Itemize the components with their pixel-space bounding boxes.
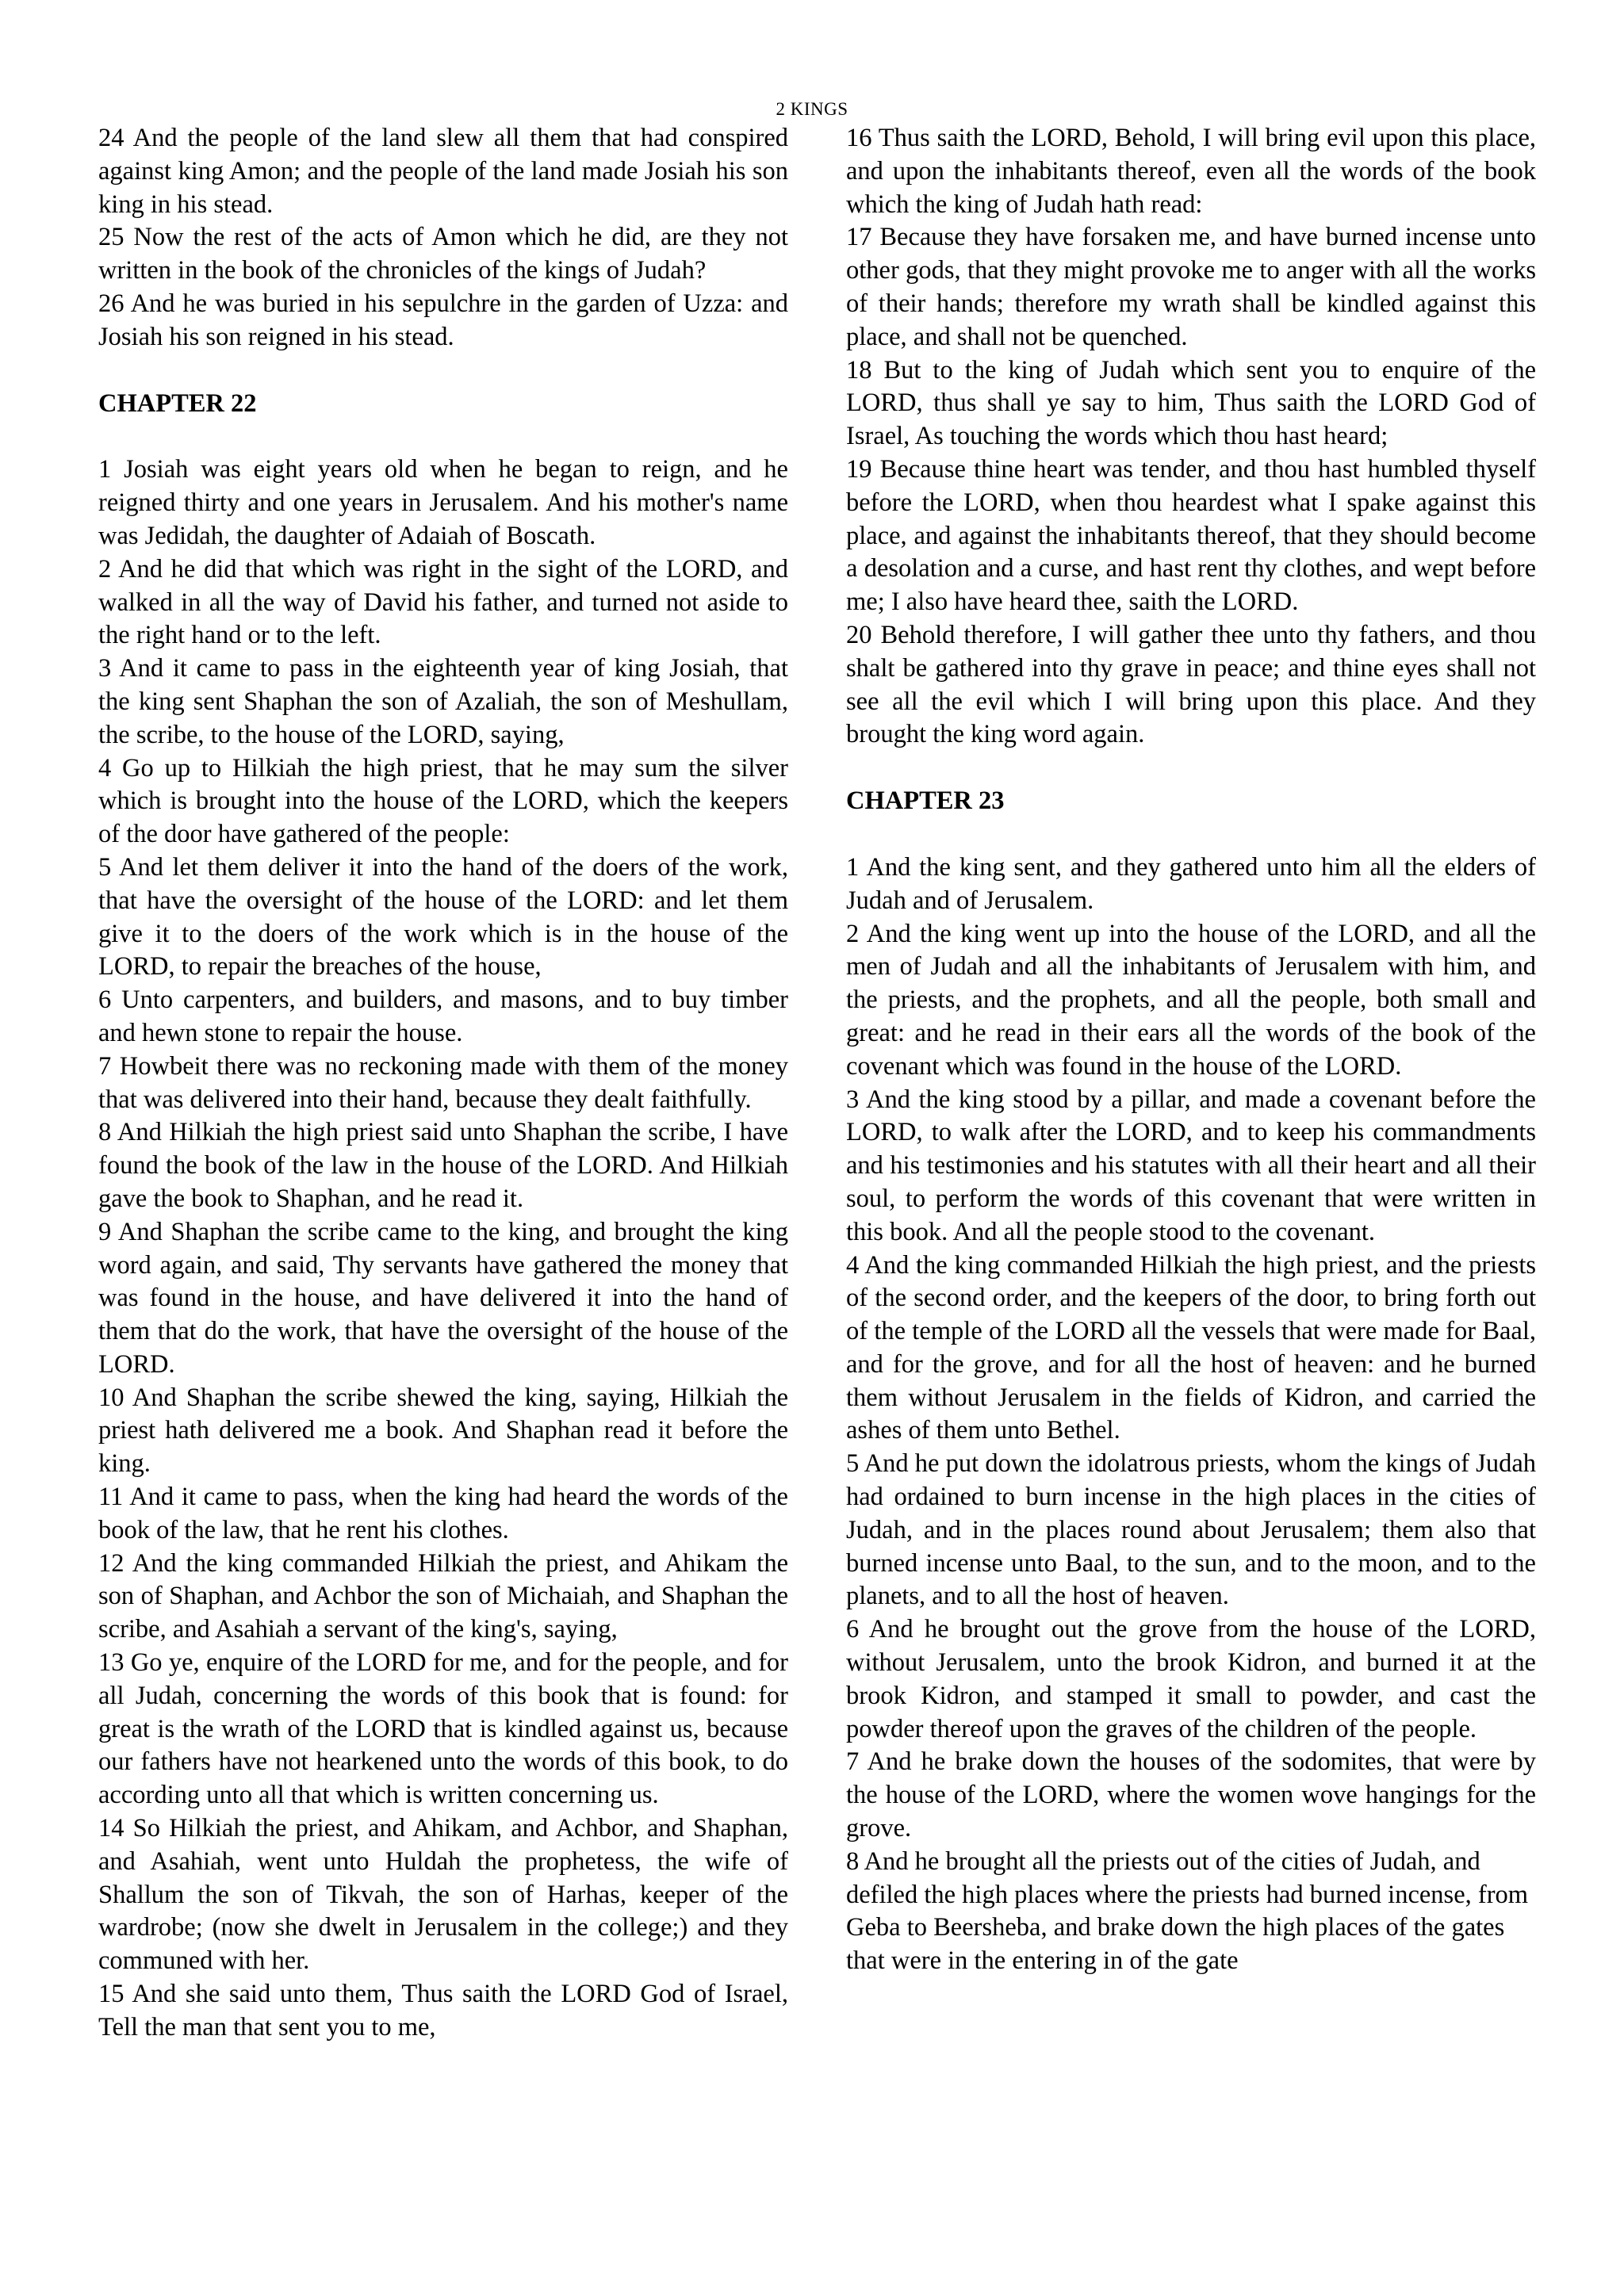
chapter-heading-23: CHAPTER 23 — [846, 786, 1005, 816]
verse-18: 18 But to the king of Judah which sent you to enquire of the LORD, thus shall ye say to him, Thus saith the LORD God of Israel, As touching the words which thou hast heard; — [846, 355, 1536, 451]
chapter-heading-22: CHAPTER 22 — [98, 388, 257, 418]
verse-19: 19 Because thine heart was tender, and thou hast humbled thyself before the LORD, when thou heardest what I spake against this place, and against the inhabitants thereof, that they should become a desolation and a curse, and hast rent thy clothes, and wept before me; I also have heard thee, saith the LORD. — [846, 454, 1536, 617]
verse-2: 2 And the king went up into the house of the LORD, and all the men of Judah and all the inhabitants of Jerusalem with him, and the priests, and the prophets, and all the people, both small and great: and he read in their ears all the words of the book of the covenant which was found in the house of the LORD. — [846, 919, 1536, 1081]
left-verses-before — [98, 122, 788, 354]
verse-16: 16 Thus saith the LORD, Behold, I will bring evil upon this place, and upon the inhabitants thereof, even all the words of the book which the king of Judah hath read: — [846, 124, 1536, 219]
verse-17: 17 Because they have forsaken me, and have burned incense unto other gods, that they might provoke me to anger with all the works of their hands; therefore my wrath shall be kindled against this place, and shall not be quenched. — [846, 223, 1536, 351]
verse-10: 10 And Shaphan the scribe shewed the king, saying, Hilkiah the priest hath delivered me a book. And Shaphan read it before the king. — [98, 1383, 788, 1479]
right-verses-before — [846, 122, 1536, 752]
verse-15: 15 And she said unto them, Thus saith the LORD God of Israel, Tell the man that sent you to me, — [98, 1980, 788, 2042]
verse-2: 2 And he did that which was right in the sight of the LORD, and walked in all the way of David his father, and turned not aside to the right hand or to the left. — [98, 554, 788, 650]
verse-14: 14 So Hilkiah the priest, and Ahikam, and Achbor, and Shaphan, and Asahiah, went unto Huldah the prophetess, the wife of Shallum the son of Tikvah, the son of Harhas, keeper of the wardrobe; (now she dwelt in Jerusalem in the college;) and they communed with her. — [98, 1814, 788, 1976]
verse-8: 8 And he brought all the priests out of the cities of Judah, and defiled the high places where the priests had burned incense, from Geba to Beersheba, and brake down the high places of the gates that were in the entering in of the gate — [846, 1846, 1529, 1976]
right-verses-after — [846, 851, 1536, 1978]
verse-13: 13 Go ye, enquire of the LORD for me, and for the people, and for all Judah, concerning the words of this book that is found: for great is the wrath of the LORD that is kindled against us, because our fathers have not hearkened unto the words of this book, to do according unto all that which is written concerning us. — [98, 1648, 788, 1810]
right-column — [846, 122, 1536, 1978]
verse-4: 4 And the king commanded Hilkiah the high priest, and the priests of the second order, and the keepers of the door, to bring forth out of the temple of the LORD all the vessels that were made for Baal, and for the grove, and for all the host of heaven: and he burned them without Jerusalem in the fields of Kidron, and carried the ashes of them unto Bethel. — [846, 1250, 1536, 1445]
left-verses-after — [98, 453, 788, 2044]
verse-9: 9 And Shaphan the scribe came to the king, and brought the king word again, and said, Thy servants have gathered the money that was found in the house, and have delivered it into the hand of them that do the work, that have the oversight of the house of the LORD. — [98, 1217, 788, 1379]
verse-1: 1 And the king sent, and they gathered unto him all the elders of Judah and of Jerusalem. — [846, 852, 1536, 915]
verse-5: 5 And he put down the idolatrous priests, whom the kings of Judah had ordained to burn incense in the high places in the cities of Judah, and in the places round about Jerusalem; them also that burned incense unto Baal, to the sun, and to the moon, and to the planets, and to all the host of heaven. — [846, 1449, 1536, 1611]
verse-25: 25 Now the rest of the acts of Amon which he did, are they not written in the book of the chronicles of the kings of Judah? — [98, 223, 788, 285]
verse-3: 3 And the king stood by a pillar, and made a covenant before the LORD, to walk after the LORD, and to keep his commandments and his testimonies and his statutes with all their heart and all their soul, to perform the words of this covenant that were written in this book. And all the people stood to the covenant. — [846, 1085, 1536, 1246]
verse-26: 26 And he was buried in his sepulchre in the garden of Uzza: and Josiah his son reigned in his stead. — [98, 289, 788, 351]
verse-12: 12 And the king commanded Hilkiah the priest, and Ahikam the son of Shaphan, and Achbor the son of Michaiah, and Shaphan the scribe, and Asahiah a servant of the king's, saying, — [98, 1548, 788, 1644]
running-head: 2 KINGS — [776, 99, 848, 119]
verse-7: 7 Howbeit there was no reckoning made with them of the money that was delivered into their hand, because they dealt faithfully. — [98, 1051, 788, 1114]
verse-1: 1 Josiah was eight years old when he began to reign, and he reigned thirty and one years in Jerusalem. And his mother's name was Jedidah, the daughter of Adaiah of Boscath. — [98, 455, 788, 550]
verse-3: 3 And it came to pass in the eighteenth year of king Josiah, that the king sent Shaphan the son of Azaliah, the son of Meshullam, the scribe, to the house of the LORD, saying, — [98, 654, 788, 749]
verse-4: 4 Go up to Hilkiah the high priest, that he may sum the silver which is brought into the house of the LORD, which the keepers of the door have gathered of the people: — [98, 753, 788, 849]
verse-11: 11 And it came to pass, when the king had heard the words of the book of the law, that he rent his clothes. — [98, 1483, 788, 1544]
verse-6: 6 And he brought out the grove from the house of the LORD, without Jerusalem, unto the brook Kidron, and burned it at the brook Kidron, and stamped it small to powder, and cast the powder thereof upon the graves of the children of the people. — [846, 1615, 1536, 1743]
left-column — [98, 122, 788, 2045]
verse-24: 24 And the people of the land slew all them that had conspired against king Amon; and the people of the land made Josiah his son king in his stead. — [98, 124, 788, 219]
verse-7: 7 And he brake down the houses of the sodomites, that were by the house of the LORD, where the women wove hangings for the grove. — [846, 1747, 1536, 1843]
verse-8: 8 And Hilkiah the high priest said unto Shaphan the scribe, I have found the book of the law in the house of the LORD. And Hilkiah gave the book to Shaphan, and he read it. — [98, 1118, 788, 1213]
verse-20: 20 Behold therefore, I will gather thee unto thy fathers, and thou shalt be gathered into thy grave in peace; and thine eyes shall not see all the evil which I will bring upon this place. And they brought the king word again. — [846, 620, 1536, 749]
verse-5: 5 And let them deliver it into the hand of the doers of the work, that have the oversight of the house of the LORD: and let them give it to the doers of the work which is in the house of the LORD, to repair the breaches of the house, — [98, 852, 788, 982]
verse-6: 6 Unto carpenters, and builders, and masons, and to buy timber and hewn stone to repair the house. — [98, 985, 788, 1047]
